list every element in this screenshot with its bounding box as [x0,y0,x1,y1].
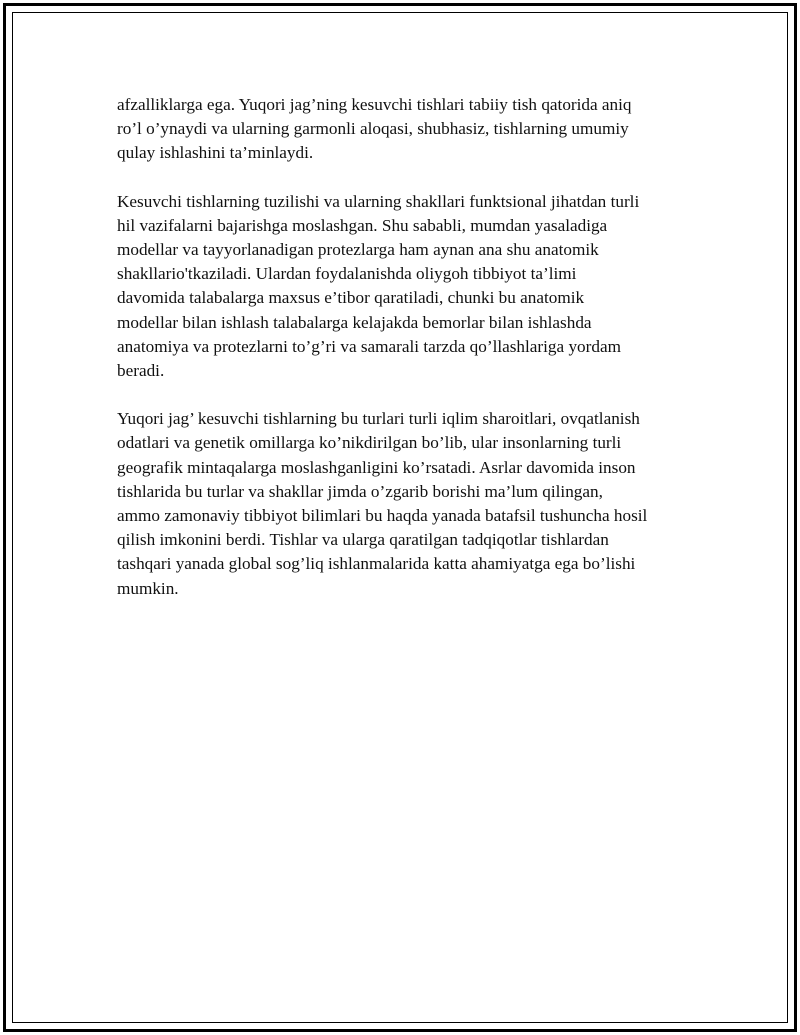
text-line: tashqari yanada global sog’liq ishlanmalarida katta ahamiyatga ega bo’lishi [117,554,636,574]
text-line: shakllario'tkaziladi. Ulardan foydalanishda oliygoh tibbiyot ta’limi [117,264,577,284]
text-line: qilish imkonini berdi. Tishlar va ularga qaratilgan tadqiqotlar tishlardan [117,530,609,550]
text-line: ro’l o’ynaydi va ularning garmonli aloqasi, shubhasiz, tishlarning umumiy [117,119,629,139]
text-line: davomida talabalarga maxsus e’tibor qaratiladi, chunki bu anatomik [117,288,585,308]
text-line: hil vazifalarni bajarishga moslashgan. Shu sababli, mumdan yasaladiga [117,215,608,235]
document-body [117,93,702,625]
text-line: Yuqori jag’ kesuvchi tishlarning bu turlari turli iqlim sharoitlari, ovqatlanish [117,409,640,429]
text-line: afzalliklarga ega. Yuqori jag’ning kesuvchi tishlari tabiiy tish qatorida aniq [117,95,632,114]
text-line: geografik mintaqalarga moslashganligini ko’rsatadi. Asrlar davomida inson [117,457,636,477]
paragraph [117,190,702,384]
text-line: modellar bilan ishlash talabalarga kelajakda bemorlar bilan ishlashda [117,312,592,332]
text-line: Kesuvchi tishlarning tuzilishi va ularning shakllari funktsional jihatdan turli [117,191,640,211]
paragraph [117,93,702,166]
text-line: tishlarida bu turlar va shakllar jimda o’zgarib borishi ma’lum qilingan, [117,481,603,501]
text-line: mumkin. [117,578,179,598]
text-line: beradi. [117,361,165,381]
text-line: anatomiya va protezlarni to’g’ri va samarali tarzda qo’llashlariga yordam [117,336,621,356]
text-line: modellar va tayyorlanadigan protezlarga ham aynan ana shu anatomik [117,240,599,260]
text-line: odatlari va genetik omillarga ko’nikdirilgan bo’lib, ular insonlarning turli [117,433,622,453]
text-line: ammo zamonaviy tibbiyot bilimlari bu haqda yanada batafsil tushuncha hosil [117,506,648,526]
text-line: qulay ishlashini ta’minlaydi. [117,143,314,163]
paragraph [117,407,702,601]
